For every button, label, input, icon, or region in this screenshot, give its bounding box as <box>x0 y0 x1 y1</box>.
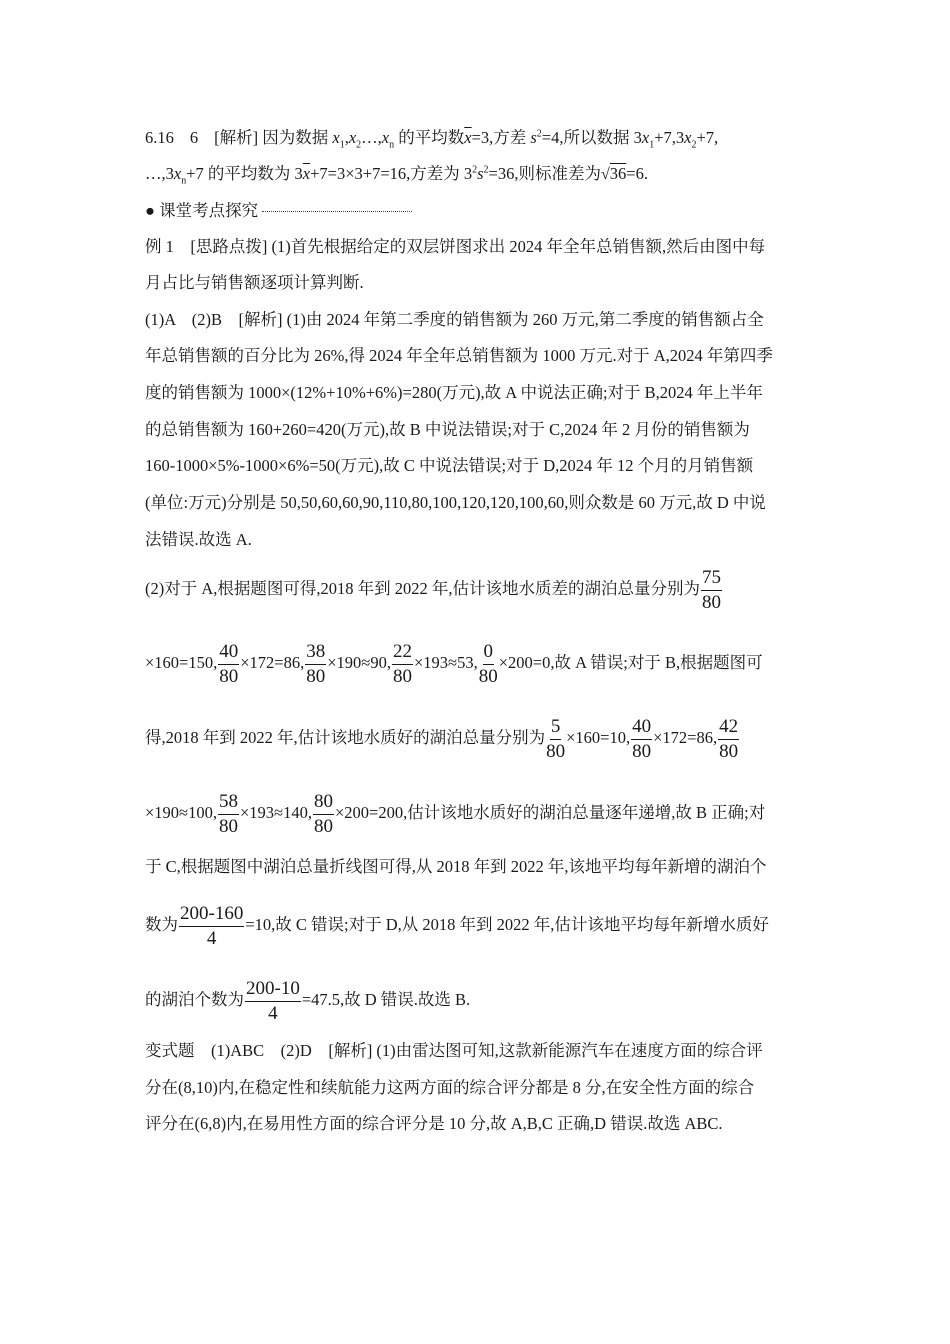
denominator: 80 <box>478 665 498 687</box>
subscript: n <box>181 175 187 187</box>
subscript: 1 <box>649 139 655 151</box>
text: +7 的平均数为 3 <box>186 164 303 183</box>
text: , <box>344 128 349 147</box>
text: 的湖泊个数为 <box>145 990 244 1010</box>
fraction <box>718 717 739 762</box>
denominator: 80 <box>632 740 652 762</box>
radicand: 36 <box>609 164 627 183</box>
text: +7, <box>696 128 719 147</box>
text: 法错误.故选 A. <box>145 530 252 549</box>
numerator: 38 <box>305 642 326 665</box>
fraction <box>245 979 301 1024</box>
text: =36,则标准差为 <box>488 164 601 183</box>
numerator: 75 <box>701 568 722 591</box>
fraction <box>218 792 239 837</box>
text: ×193≈140, <box>240 803 312 823</box>
mean-x-bar: $\overline{x}$ <box>464 128 472 147</box>
answer-6-16-line-2 <box>145 164 648 185</box>
dotted-leader <box>262 211 412 212</box>
text: +7=3×3+7=16,方差为 3 <box>310 164 473 183</box>
example-2-line-3 <box>145 717 740 762</box>
text: 的平均数 <box>394 128 465 147</box>
text: (单位:万元)分别是 50,50,60,60,90,110,80,100,120,120,100,60,则众数是 60 万元,故 D 中说 <box>145 493 766 512</box>
example-1-line-3 <box>145 310 764 330</box>
example-2-line-2 <box>145 642 763 687</box>
example-2-line-7 <box>145 979 470 1024</box>
denominator: 80 <box>314 815 333 837</box>
numerator: 200-160 <box>179 904 244 927</box>
text: =3,方差 <box>471 128 531 147</box>
text: =10,故 C 错误;对于 D,从 2018 年到 2022 年,估计该地平均每年新增水质好 <box>245 915 769 935</box>
var-x: x <box>381 128 390 147</box>
fraction <box>179 904 244 949</box>
example-1-line-1 <box>145 237 765 257</box>
section-header <box>145 201 412 221</box>
answer-value: 6 <box>189 128 199 147</box>
example-1-line-9 <box>145 530 252 550</box>
variant-line-2 <box>145 1078 754 1098</box>
text: 的总销售额为 160+260=420(万元),故 B 中说法错误;对于 C,2024 年 2 月份的销售额为 <box>145 420 750 439</box>
answer-6-16-line-1 <box>145 128 719 151</box>
text: ×200=0,故 A 错误;对于 B,根据题图可 <box>498 653 763 673</box>
numerator: 22 <box>392 642 413 665</box>
example-1-line-2 <box>145 273 364 293</box>
text: 变式题 (1)ABC (2)D [解析] (1)由雷达图可知,这款新能源汽车在速度方面的综合评 <box>145 1041 763 1060</box>
numerator: 40 <box>218 642 239 665</box>
text: ×193≈53, <box>414 653 478 673</box>
denominator: 80 <box>719 740 739 762</box>
example-2-line-5 <box>145 857 767 877</box>
text: ×160=10, <box>566 728 631 748</box>
example-1-line-6 <box>145 420 750 440</box>
text: 年总销售额的百分比为 26%,得 2024 年全年总销售额为 1000 万元.对于 A,2024 年第四季 <box>145 346 773 365</box>
numerator: 5 <box>550 717 562 740</box>
var-x: x <box>641 128 650 147</box>
denominator: 4 <box>206 927 217 949</box>
fraction <box>631 717 652 762</box>
text: 例 1 [思路点拨] (1)首先根据给定的双层饼图求出 2024 年全年总销售额,然后由图中每 <box>145 237 766 256</box>
subscript: 2 <box>356 139 362 151</box>
text: =4,所以数据 3 <box>541 128 642 147</box>
denominator: 80 <box>393 665 412 687</box>
example-1-line-8 <box>145 493 766 513</box>
text: 评分在(6,8)内,在易用性方面的综合评分是 10 分,故 A,B,C 正确,D 错误.故选 ABC. <box>145 1114 723 1133</box>
fraction <box>546 717 565 762</box>
numerator: 200-10 <box>245 979 301 1002</box>
text: 于 C,根据题图中湖泊总量折线图可得,从 2018 年到 2022 年,该地平均每年新增的湖泊个 <box>145 857 767 876</box>
denominator: 80 <box>306 665 326 687</box>
variant-line-3 <box>145 1114 723 1134</box>
numerator: 0 <box>483 642 495 665</box>
fraction <box>479 642 498 687</box>
text: 月占比与销售额逐项计算判断. <box>145 273 364 292</box>
var-x: x <box>332 128 340 147</box>
subscript: 2 <box>691 139 697 151</box>
section-title: ● 课堂考点探究 <box>145 201 259 220</box>
text: ×200=200,估计该地水质好的湖泊总量逐年递增,故 B 正确;对 <box>335 803 766 823</box>
denominator: 80 <box>219 665 239 687</box>
numerator: 40 <box>631 717 652 740</box>
text: 得,2018 年到 2022 年,估计该地水质好的湖泊总量分别为 <box>145 728 546 748</box>
superscript: 2 <box>472 164 478 176</box>
example-2-line-4 <box>145 792 765 837</box>
text: +7,3 <box>654 128 685 147</box>
var-s: s <box>530 128 537 147</box>
text: …,3 <box>145 164 174 183</box>
denominator: 4 <box>268 1002 278 1024</box>
text: ×190≈100, <box>145 803 217 823</box>
text: =47.5,故 D 错误.故选 B. <box>301 990 471 1010</box>
var-x: x <box>348 128 357 147</box>
var-x: x <box>684 128 692 147</box>
var-s: s <box>477 164 484 183</box>
var-x: x <box>173 164 182 183</box>
mean-x-bar: $\overline{x}$ <box>302 164 311 183</box>
text: =6. <box>626 164 648 183</box>
text: ×172=86, <box>653 728 718 748</box>
superscript: 2 <box>483 164 489 176</box>
denominator: 80 <box>702 591 722 613</box>
fraction <box>218 642 239 687</box>
text: ×160=150, <box>145 653 218 673</box>
text: …, <box>361 128 382 147</box>
superscript: 2 <box>536 128 542 140</box>
example-2-line-1 <box>145 568 723 613</box>
fraction <box>392 642 413 687</box>
fraction <box>305 642 326 687</box>
subscript: 1 <box>339 139 345 151</box>
variant-line-1 <box>145 1041 763 1061</box>
numerator: 58 <box>218 792 239 815</box>
text: 分在(8,10)内,在稳定性和续航能力这两方面的综合评分都是 8 分,在安全性方面的综合 <box>145 1078 755 1097</box>
item-number: 6.16 <box>145 128 174 147</box>
fraction <box>313 792 334 837</box>
text: (1)A (2)B [解析] (1)由 2024 年第二季度的销售额为 260 万元,第二季度的销售额占全 <box>145 310 764 329</box>
numerator: 80 <box>313 792 334 815</box>
numerator: 42 <box>718 717 739 740</box>
text: 度的销售额为 1000×(12%+10%+6%)=280(万元),故 A 中说法正确;对于 B,2024 年上半年 <box>145 383 763 402</box>
text: [解析] 因为数据 <box>214 128 333 147</box>
text: 160-1000×5%-1000×6%=50(万元),故 C 中说法错误;对于 D,2024 年 12 个月的月销售额 <box>145 456 754 475</box>
denominator: 80 <box>546 740 566 762</box>
fraction <box>701 568 722 613</box>
text: (2)对于 A,根据题图可得,2018 年到 2022 年,估计该地水质差的湖泊总量分别为 <box>145 579 701 599</box>
example-2-line-6 <box>145 904 769 949</box>
example-1-line-5 <box>145 383 763 403</box>
text: ×172=86, <box>240 653 305 673</box>
example-1-line-7 <box>145 456 753 476</box>
text: ×190≈90, <box>327 653 391 673</box>
example-1-line-4 <box>145 346 773 366</box>
subscript: n <box>389 139 395 151</box>
denominator: 80 <box>219 815 238 837</box>
sqrt-icon: √ <box>600 166 610 183</box>
text: 数为 <box>145 915 178 935</box>
